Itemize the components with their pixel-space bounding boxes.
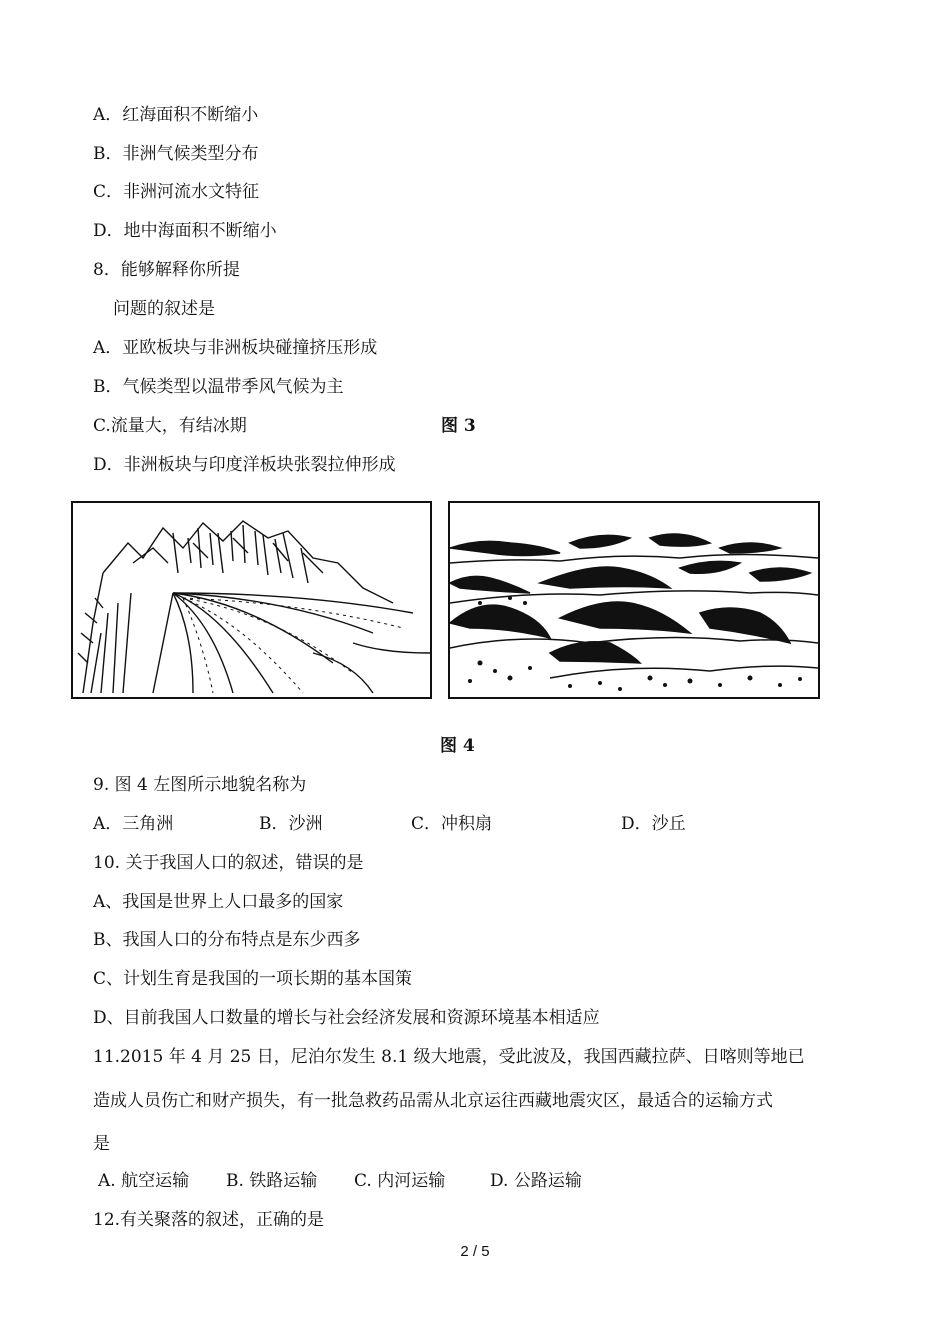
- q10-option-c: C、计划生育是我国的一项长期的基本国策: [93, 969, 413, 989]
- q10-option-d: D、目前我国人口数量的增长与社会经济发展和资源环境基本相适应: [93, 1008, 600, 1028]
- q11-option-b: B. 铁路运输: [226, 1171, 318, 1191]
- q9-option-a: A．三角洲: [93, 814, 174, 834]
- q11-stem-line2: 造成人员伤亡和财产损失，有一批急救药品需从北京运往西藏地震灾区，最适合的运输方式: [93, 1091, 773, 1111]
- q7-option-a: A．红海面积不断缩小: [93, 105, 259, 125]
- figure3-label: 图 3: [441, 416, 476, 436]
- q11-stem-line1: 11.2015 年 4 月 25 日，尼泊尔发生 8.1 级大地震，受此波及，我国西藏拉萨、日喀则等地已: [93, 1047, 805, 1067]
- figure4-right-sand-dunes: [448, 501, 820, 699]
- q11-stem-line3: 是: [93, 1134, 110, 1154]
- figure4-caption: 图 4: [440, 736, 475, 756]
- q11-option-a: A. 航空运输: [98, 1171, 190, 1191]
- q8-option-c: C.流量大，有结冰期: [93, 416, 247, 436]
- q8-option-b: B．气候类型以温带季风气候为主: [93, 377, 344, 397]
- alluvial-fan-sketch: [73, 503, 430, 697]
- q11-option-c: C. 内河运输: [354, 1171, 446, 1191]
- q9-option-c: C．冲积扇: [411, 814, 493, 834]
- q7-option-c: C．非洲河流水文特征: [93, 182, 260, 202]
- q7-option-d: D．地中海面积不断缩小: [93, 221, 277, 241]
- q8-option-a: A．亚欧板块与非洲板块碰撞挤压形成: [93, 338, 378, 358]
- q10-option-a: A、我国是世界上人口最多的国家: [93, 892, 344, 912]
- figure4-left-alluvial-fan: [71, 501, 432, 699]
- q8-option-d: D．非洲板块与印度洋板块张裂拉伸形成: [93, 455, 396, 475]
- q8-stem-line1: 8．能够解释你所提: [93, 260, 240, 280]
- q10-stem: 10. 关于我国人口的叙述，错误的是: [93, 853, 364, 873]
- q9-stem: 9. 图 4 左图所示地貌名称为: [93, 775, 307, 795]
- q9-option-d: D．沙丘: [621, 814, 686, 834]
- page-number: 2 / 5: [460, 1243, 490, 1260]
- sand-dunes-sketch: [450, 503, 818, 697]
- q7-option-b: B．非洲气候类型分布: [93, 144, 259, 164]
- q11-option-d: D. 公路运输: [490, 1171, 582, 1191]
- q9-option-b: B．沙洲: [259, 814, 323, 834]
- q12-stem: 12.有关聚落的叙述，正确的是: [93, 1210, 325, 1230]
- q10-option-b: B、我国人口的分布特点是东少西多: [93, 930, 361, 950]
- q8-stem-line2: 问题的叙述是: [113, 299, 215, 319]
